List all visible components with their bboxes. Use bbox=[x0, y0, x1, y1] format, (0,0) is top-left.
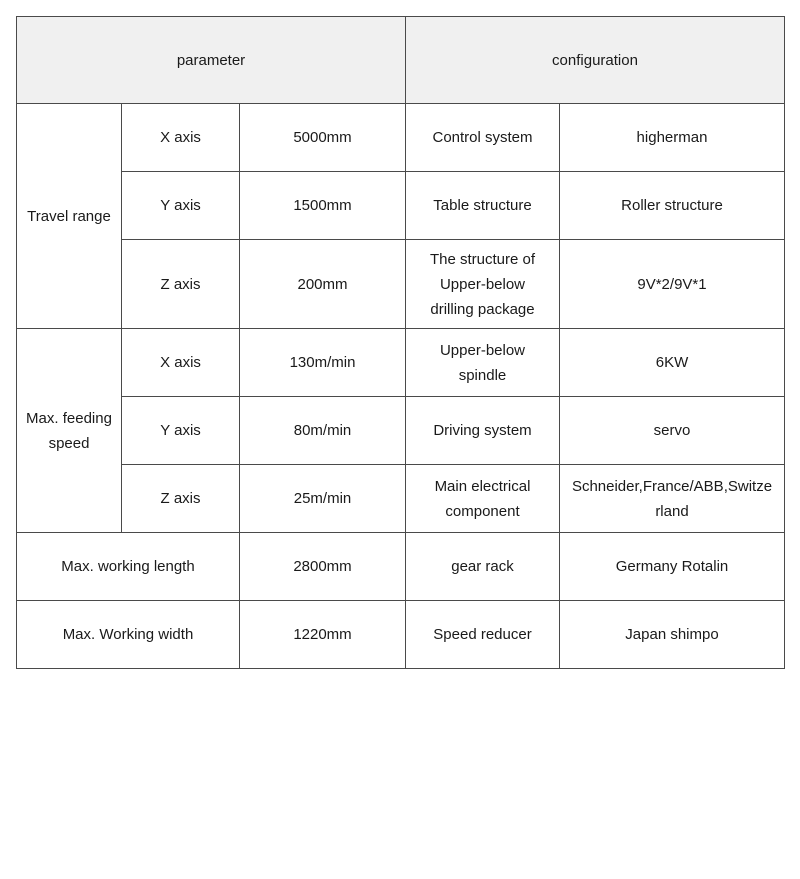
table-row bbox=[17, 601, 785, 669]
specification-table bbox=[16, 16, 785, 669]
working-length-value: 2800mm bbox=[240, 533, 406, 601]
config-value: higherman bbox=[560, 104, 785, 172]
axis-label: Z axis bbox=[122, 240, 240, 329]
config-value: Japan shimpo bbox=[560, 601, 785, 669]
config-name: Table structure bbox=[406, 172, 560, 240]
axis-value: 25m/min bbox=[240, 465, 406, 533]
table-row bbox=[17, 104, 785, 172]
config-name-line: component bbox=[445, 502, 520, 520]
table-row bbox=[17, 240, 785, 329]
config-value-line: rland bbox=[655, 502, 689, 520]
config-name-line: Upper-below bbox=[439, 275, 526, 293]
axis-label: Y axis bbox=[122, 172, 240, 240]
table-row bbox=[17, 465, 785, 533]
travel-range-label: Travel range bbox=[17, 104, 122, 329]
working-width-value: 1220mm bbox=[240, 601, 406, 669]
config-name: Control system bbox=[406, 104, 560, 172]
table-row bbox=[17, 397, 785, 465]
axis-value: 5000mm bbox=[240, 104, 406, 172]
config-name: Driving system bbox=[406, 397, 560, 465]
axis-value: 200mm bbox=[240, 240, 406, 329]
working-length-label: Max. working length bbox=[17, 533, 240, 601]
config-value: 6KW bbox=[560, 329, 785, 397]
config-name-line: spindle bbox=[458, 366, 507, 384]
axis-value: 1500mm bbox=[240, 172, 406, 240]
config-value: Germany Rotalin bbox=[560, 533, 785, 601]
feeding-speed-label-line: speed bbox=[48, 434, 90, 452]
config-name-line: Upper-below bbox=[439, 341, 526, 359]
config-value: Roller structure bbox=[560, 172, 785, 240]
config-name-line: Main electrical bbox=[434, 477, 531, 495]
feeding-speed-label-line: Max. feeding bbox=[26, 409, 112, 427]
config-value bbox=[560, 465, 785, 533]
axis-label: X axis bbox=[122, 329, 240, 397]
config-name bbox=[406, 329, 560, 397]
working-width-label: Max. Working width bbox=[17, 601, 240, 669]
axis-label: Z axis bbox=[122, 465, 240, 533]
config-value: 9V*2/9V*1 bbox=[560, 240, 785, 329]
table-row bbox=[17, 172, 785, 240]
config-name-line: drilling package bbox=[430, 300, 535, 318]
axis-label: X axis bbox=[122, 104, 240, 172]
config-name: gear rack bbox=[406, 533, 560, 601]
axis-label: Y axis bbox=[122, 397, 240, 465]
config-name: Speed reducer bbox=[406, 601, 560, 669]
config-name-line: The structure of bbox=[429, 250, 536, 268]
axis-value: 130m/min bbox=[240, 329, 406, 397]
header-parameter: parameter bbox=[17, 17, 406, 104]
axis-value: 80m/min bbox=[240, 397, 406, 465]
config-name bbox=[406, 240, 560, 329]
config-value: servo bbox=[560, 397, 785, 465]
table-row bbox=[17, 329, 785, 397]
config-name bbox=[406, 465, 560, 533]
table-row bbox=[17, 533, 785, 601]
config-value-line: Schneider,France/ABB,Switze bbox=[571, 477, 773, 495]
header-configuration: configuration bbox=[406, 17, 785, 104]
feeding-speed-label bbox=[17, 329, 122, 533]
header-row bbox=[17, 17, 785, 104]
